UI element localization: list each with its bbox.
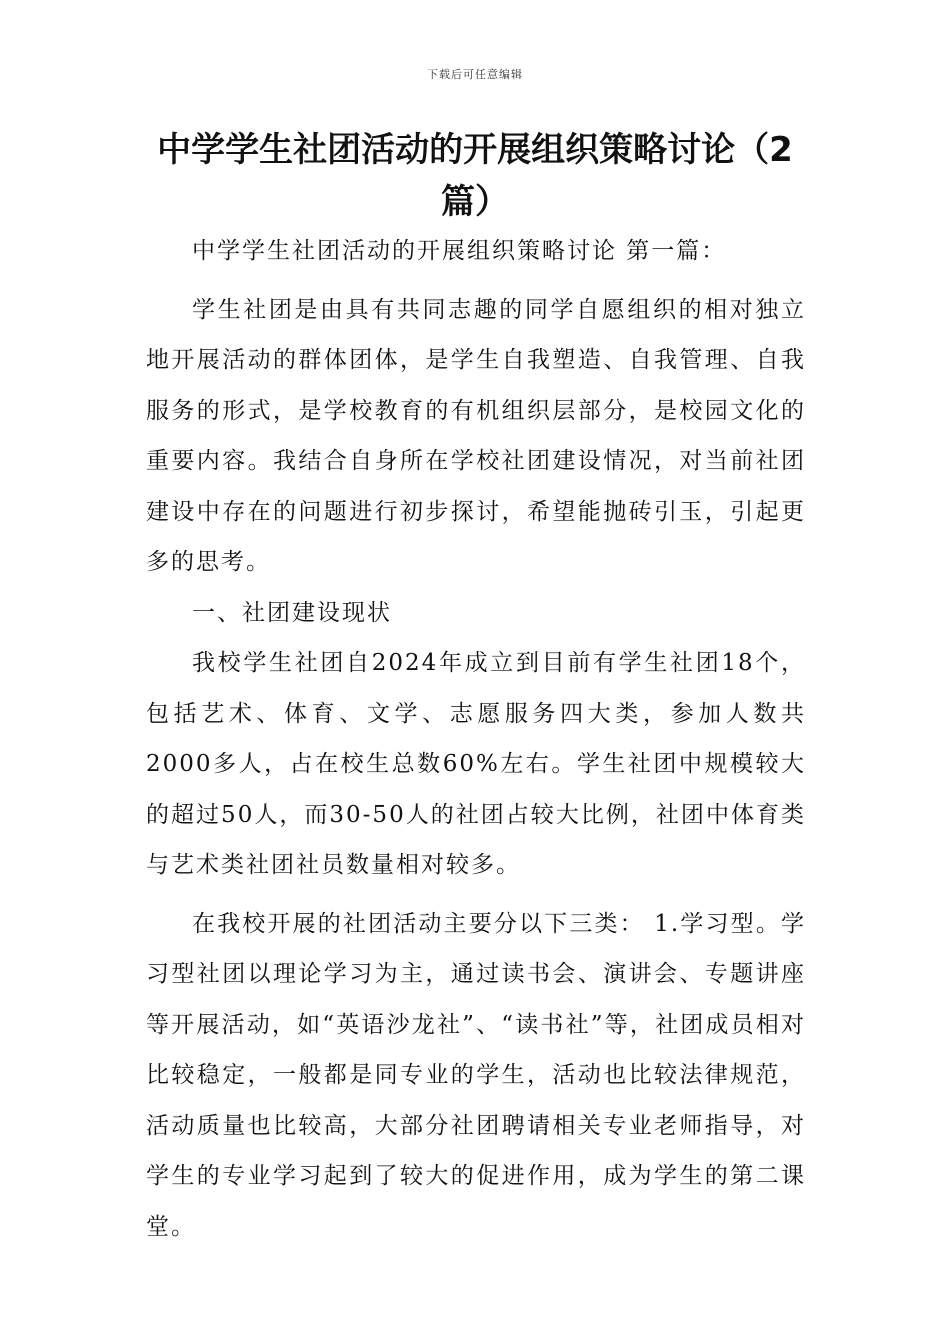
section-subtitle: 中学学生社团活动的开展组织策略讨论 第一篇： [192, 238, 727, 264]
document-body [146, 226, 806, 1252]
paragraph-status: 我校学生社团自2024年成立到目前有学生社团18个，包括艺术、体育、文学、志愿服务四大类，参加人数共2000多人，占在校生总数60%左右。学生社团中规模较大的超过50人，而30-50人的社团占较大比例，社团中体育类与艺术类社团社员数量相对较多。 [146, 650, 806, 878]
section-heading: 一、社团建设现状 [192, 599, 392, 626]
paragraph-activity-types: 在我校开展的社团活动主要分以下三类： 1.学习型。学习型社团以理论学习为主，通过读书会、演讲会、专题讲座等开展活动，如“英语沙龙社”、“读书社”等，社团成员相对比较稳定，一般都是同专业的学生，活动也比较法律规范，活动质量也比较高，大部分社团聘请相关专业老师指导，对学生的专业学习起到了较大的促进作用，成为学生的第二课堂。 [146, 910, 806, 1240]
document-title: 中学学生社团活动的开展组织策略讨论（2篇） [157, 130, 793, 222]
page-header-note: 下载后可任意编辑 [427, 68, 523, 81]
paragraph-intro: 学生社团是由具有共同志趣的同学自愿组织的相对独立地开展活动的群体团体，是学生自我塑造、自我管理、自我服务的形式，是学校教育的有机组织层部分，是校园文化的重要内容。我结合自身所在学校社团建设情况，对当前社团建设中存在的问题进行初步探讨，希望能抛砖引玉，引起更多的思考。 [146, 296, 806, 575]
